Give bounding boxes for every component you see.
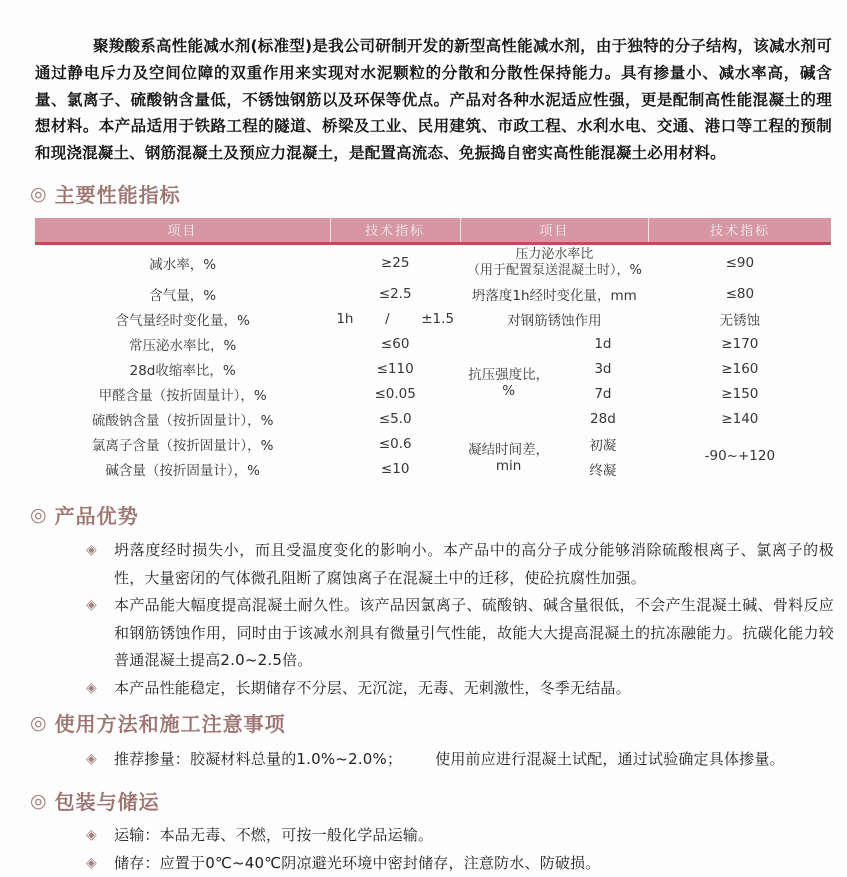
section-marker-icon: ◎ — [30, 183, 48, 205]
section-title: 产品优势 — [55, 500, 139, 529]
item-line: （用于配置泵送混凝土时），% — [462, 263, 647, 279]
value-part: / — [385, 311, 390, 327]
value-cell: ≤60 — [330, 331, 460, 356]
item-cell: 氯离子含量（按折固量计），% — [35, 431, 330, 456]
table-row — [35, 331, 831, 356]
value-cell: 无锈蚀 — [649, 306, 831, 331]
intro-paragraph: 聚羧酸系高性能减水剂(标准型)是我公司研制开发的新型高性能减水剂，由于独特的分子结构，该减水剂可通过静电斥力及空间位障的双重作用来实现对水泥颗粒的分散和分散性保持能力。具有掺量小、减水率高，碱含量、氯离子、硫酸钠含量低，不锈蚀钢筋以及环保等优点。产品对各种水泥适应性强，更是配制高性能混凝土的理想材料。本产品适用于铁路工程的隧道、桥梁及工业、民用建筑、市政工程、水利水电、交通、港口等工程的预制和现浇混凝土、钢筋混凝土及预应力混凝土，是配置高流态、免振捣自密实高性能混凝土必用材料。 — [35, 33, 832, 167]
value-cell: ≤90 — [649, 243, 831, 281]
advantages-bullet-list — [86, 537, 834, 702]
item-cell: 碱含量（按折固量计），% — [35, 456, 330, 481]
dosage-recommendation: 推荐掺量：胶凝材料总量的1.0%~2.0%； — [114, 750, 402, 768]
value-cell: ≥160 — [649, 356, 831, 381]
item-cell — [460, 243, 649, 281]
value-cell: ≤110 — [330, 356, 460, 381]
table-row — [35, 243, 831, 281]
sub-item-cell: 1d — [557, 331, 649, 356]
table-row — [35, 406, 831, 431]
table-header-row — [35, 218, 831, 243]
value-cell: ≤0.05 — [330, 381, 460, 406]
item-group-label: 凝结时间差，min — [460, 431, 557, 481]
section-marker-icon: ◎ — [30, 504, 48, 526]
usage-bullet-list — [86, 746, 834, 774]
section-title: 使用方法和施工注意事项 — [55, 708, 286, 737]
table-row — [35, 356, 831, 381]
table-header-item-left: 项目 — [35, 218, 330, 243]
list-item — [86, 675, 834, 703]
value-cell: ≤80 — [649, 281, 831, 306]
section-heading-performance — [30, 179, 181, 208]
item-line: 压力泌水率比 — [462, 247, 647, 263]
item-cell: 含气量经时变化量，% — [35, 306, 330, 331]
value-cell: ≥140 — [649, 406, 831, 431]
list-item — [86, 592, 834, 675]
table-header-spec-left: 技术指标 — [330, 218, 460, 243]
table-header-spec-right: 技术指标 — [649, 218, 831, 243]
sub-item-cell: 3d — [557, 356, 649, 381]
value-cell: ≤10 — [330, 456, 460, 481]
performance-table — [35, 218, 831, 481]
value-cell: ≤2.5 — [330, 281, 460, 306]
section-title: 包装与储运 — [55, 786, 160, 815]
list-item — [86, 537, 834, 592]
trial-mix-note: 使用前应进行混凝土试配，通过试验确定具体掺量。 — [435, 750, 785, 768]
sub-item-cell: 7d — [557, 381, 649, 406]
packaging-bullet-list — [86, 822, 834, 877]
list-item — [86, 746, 834, 774]
table-row — [35, 381, 831, 406]
value-cell: ≥150 — [649, 381, 831, 406]
item-group-label: 抗压强度比，% — [460, 331, 557, 431]
value-cell: ≤0.6 — [330, 431, 460, 456]
value-cell: ≤5.0 — [330, 406, 460, 431]
table-row — [35, 431, 831, 456]
sub-item-cell: 28d — [557, 406, 649, 431]
bullet-text: 本产品能大幅度提高混凝土耐久性。该产品因氯离子、硫酸钠、碱含量很低，不会产生混凝土碱、骨料反应和钢筋锈蚀作用，同时由于该减水剂具有微量引气性能，故能大大提高混凝土的抗冻融能力。抗碳化能力较普通混凝土提高2.0~2.5倍。 — [114, 592, 834, 675]
diamond-bullet-icon: ◈ — [86, 592, 114, 620]
value-part: ±1.5 — [421, 311, 454, 327]
value-cell: ≥25 — [330, 243, 460, 281]
bullet-text: 坍落度经时损失小，而且受温度变化的影响小。本产品中的高分子成分能够消除硫酸根离子、氯离子的极性，大量密闭的气体微孔阻断了腐蚀离子在混凝土中的迁移，使砼抗腐性加强。 — [114, 537, 834, 592]
section-marker-icon: ◎ — [30, 712, 48, 734]
sub-item-cell: 终凝 — [557, 456, 649, 481]
item-cell: 对钢筋锈蚀作用 — [460, 306, 649, 331]
item-cell: 常压泌水率比，% — [35, 331, 330, 356]
diamond-bullet-icon: ◈ — [86, 850, 114, 877]
list-item — [86, 850, 834, 877]
list-item — [86, 822, 834, 850]
item-cell: 减水率，% — [35, 243, 330, 281]
bullet-text: 运输：本品无毒、不燃，可按一般化学品运输。 — [114, 822, 834, 850]
item-cell: 坍落度1h经时变化量，mm — [460, 281, 649, 306]
section-heading-usage — [30, 708, 286, 737]
bullet-text: 储存：应置于0℃~40℃阴凉避光环境中密封储存，注意防水、防破损。 — [114, 850, 834, 877]
table-row — [35, 281, 831, 306]
diamond-bullet-icon: ◈ — [86, 822, 114, 850]
bullet-text: 本产品性能稳定，长期储存不分层、无沉淀，无毒、无刺激性，冬季无结晶。 — [114, 675, 834, 703]
value-part: 1h — [336, 311, 353, 327]
performance-indicators-table — [35, 218, 831, 481]
table-row — [35, 306, 831, 331]
diamond-bullet-icon: ◈ — [86, 746, 114, 774]
bullet-text — [114, 746, 834, 774]
item-cell: 甲醛含量（按折固量计），% — [35, 381, 330, 406]
item-cell: 含气量，% — [35, 281, 330, 306]
table-header-item-right: 项目 — [460, 218, 649, 243]
diamond-bullet-icon: ◈ — [86, 675, 114, 703]
item-cell: 28d收缩率比，% — [35, 356, 330, 381]
section-marker-icon: ◎ — [30, 790, 48, 812]
section-heading-advantages — [30, 500, 139, 529]
sub-item-cell: 初凝 — [557, 431, 649, 456]
value-cell — [330, 306, 460, 331]
diamond-bullet-icon: ◈ — [86, 537, 114, 565]
section-heading-packaging — [30, 786, 160, 815]
section-title: 主要性能指标 — [55, 179, 181, 208]
value-cell: ≥170 — [649, 331, 831, 356]
item-cell: 硫酸钠含量（按折固量计），% — [35, 406, 330, 431]
value-cell: -90~+120 — [649, 431, 831, 481]
